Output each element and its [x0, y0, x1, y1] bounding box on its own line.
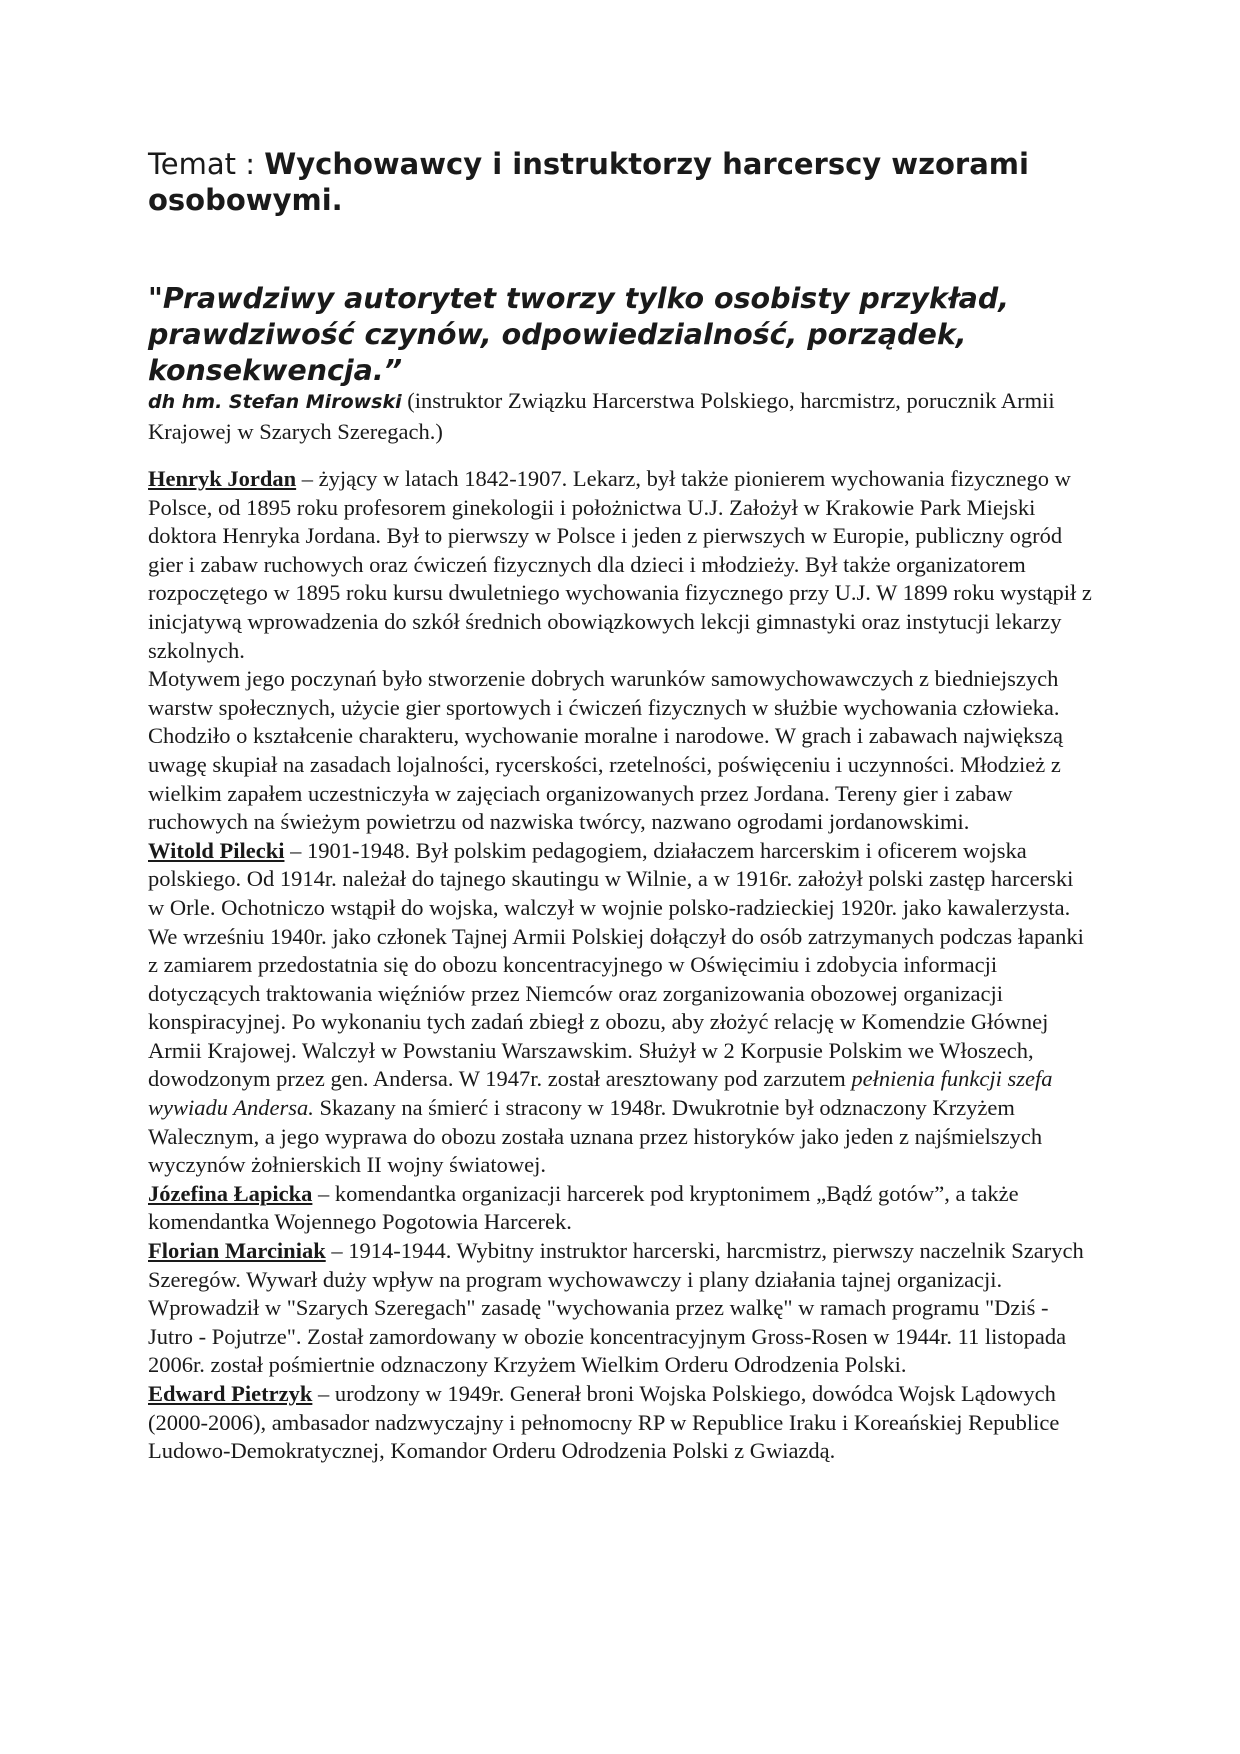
bio-witold-pilecki	[148, 837, 1093, 1180]
bio-name: Józefina Łapicka	[148, 1180, 313, 1206]
page-title	[148, 146, 1098, 218]
bio-text: – żyjący w latach 1842-1907. Lekarz, był także pionierem wychowania fizycznego w Polsce, od 1895 roku profesorem ginekologii i położnictwa U.J. Założył w Krakowie Park Miejski doktora Henryka Jordana. Był to pierwszy w Polsce i jeden z pierwszych w Europie, publiczny ogród gier i zabaw ruchowych oraz ćwiczeń fizycznych dla dzieci i młodzieży. Był także organizatorem rozpoczętego w 1895 roku kursu dwuletniego wychowania fizycznego przy U.J. W 1899 roku wystąpił z inicjatywą wprowadzenia do szkół średnich obowiązkowych lekcji gimnastyki oraz instytucji lekarzy szkolnych.	[148, 466, 1092, 663]
title-prefix: Temat :	[148, 147, 265, 181]
bio-text: – urodzony w 1949r. Generał broni Wojska Polskiego, dowódca Wojsk Lądowych (2000-2006), ambasador nadzwyczajny i pełnomocny RP w Republice Iraku i Koreańskiej Republice Ludowo-Demokratycznej, Komandor Orderu Odrodzenia Polski z Gwiazdą.	[148, 1381, 1060, 1464]
bio-name: Florian Marciniak	[148, 1238, 326, 1264]
bio-text-after: Skazany na śmierć i stracony w 1948r. Dwukrotnie był odznaczony Krzyżem Walecznym, a jego wyprawa do obozu została uznana przez historyków jako jeden z najśmielszych wyczynów żołnierskich II wojny światowej.	[148, 1095, 1043, 1178]
bio-henryk-jordan	[148, 465, 1093, 665]
quote-author: dh hm. Stefan Mirowski	[148, 391, 402, 413]
bio-florian-marciniak	[148, 1237, 1093, 1380]
bio-emphasis: pełnienia funkcji szefa wywiadu Andersa.	[148, 1066, 1053, 1121]
bio-jozefina-lapicka	[148, 1180, 1093, 1237]
bio-text: Motywem jego poczynań było stworzenie dobrych warunków samowychowawczych z biedniejszych warstw społecznych, użycie gier sportowych i ćwiczeń fizycznych w służbie wychowania człowieka. Chodziło o kształcenie charakteru, wychowanie moralne i narodowe. W grach i zabawach największą uwagę skupiał na zasadach lojalności, rycerskości, rzetelności, poświęceniu i uczynności. Młodzież z wielkim zapałem uczestniczyła w zajęciach organizowanych przez Jordana. Tereny gier i zabaw ruchowych na świeżym powietrzu od nazwiska twórcy, nazwano ogrodami jordanowskimi.	[148, 666, 1064, 835]
title-subject: Wychowawcy i instruktorzy harcerscy wzorami osobowymi.	[148, 147, 1029, 217]
bio-text: – 1901-1948. Był polskim pedagogiem, działaczem harcerskim i oficerem wojska polskiego. Od 1914r. należał do tajnego skautingu w Wilnie, a w 1916r. założył polski zastęp harcerski w Orle. Ochotniczo wstąpił do wojska, walczył w wojnie polsko-radzieckiej 1920r. jako kawalerzysta. We wrześniu 1940r. jako członek Tajnej Armii Polskiej dołączył do osób zatrzymanych podczas łapanki z zamiarem przedostatnia się do obozu koncentracyjnego w Oświęcimiu i zdobycia informacji dotyczących traktowania więźniów przez Niemców oraz zorganizowania obozowej organizacji konspiracyjnej. Po wykonaniu tych zadań zbiegł z obozu, aby złożyć relację w Komendzie Głównej Armii Krajowej. Walczył w Powstaniu Warszawskim. Służył w 2 Korpusie Polskim we Włoszech, dowodzonym przez gen. Andersa. W 1947r. został aresztowany pod zarzutem	[148, 837, 1084, 1092]
bio-name: Edward Pietrzyk	[148, 1381, 313, 1406]
bio-name: Henryk Jordan	[148, 466, 297, 491]
quote-author-role: (instruktor Związku Harcerstwa Polskiego, harcmistrz, porucznik Armii Krajowej w Szarych Szeregach.)	[148, 388, 1055, 444]
bio-text: – 1914-1944. Wybitny instruktor harcerski, harcmistrz, pierwszy naczelnik Szarych Szeregów. Wywarł duży wpływ na program wychowawczy i plany działania tajnej organizacji. Wprowadził w "Szarych Szeregach" zasadę "wychowania przez walkę" w ramach programu "Dziś - Jutro - Pojutrze". Został zamordowany w obozie koncentracyjnym Gross-Rosen w 1944r. 11 listopada 2006r. został pośmiertnie odznaczony Krzyżem Wielkim Orderu Odrodzenia Polski.	[148, 1238, 1084, 1378]
quote-attribution	[148, 386, 1098, 446]
bio-henryk-jordan-continued	[148, 665, 1093, 837]
bio-text: – komendantka organizacji harcerek pod kryptonimem „Bądź gotów”, a także komendantka Wojennego Pogotowia Harcerek.	[148, 1180, 1019, 1235]
bio-edward-pietrzyk	[148, 1380, 1093, 1466]
motto-quote: "Prawdziwy autorytet tworzy tylko osobisty przykład, prawdziwość czynów, odpowiedzialność, porządek, konsekwencja.”	[148, 282, 1010, 387]
biographies	[148, 465, 1093, 1466]
bio-name: Witold Pilecki	[148, 837, 285, 863]
